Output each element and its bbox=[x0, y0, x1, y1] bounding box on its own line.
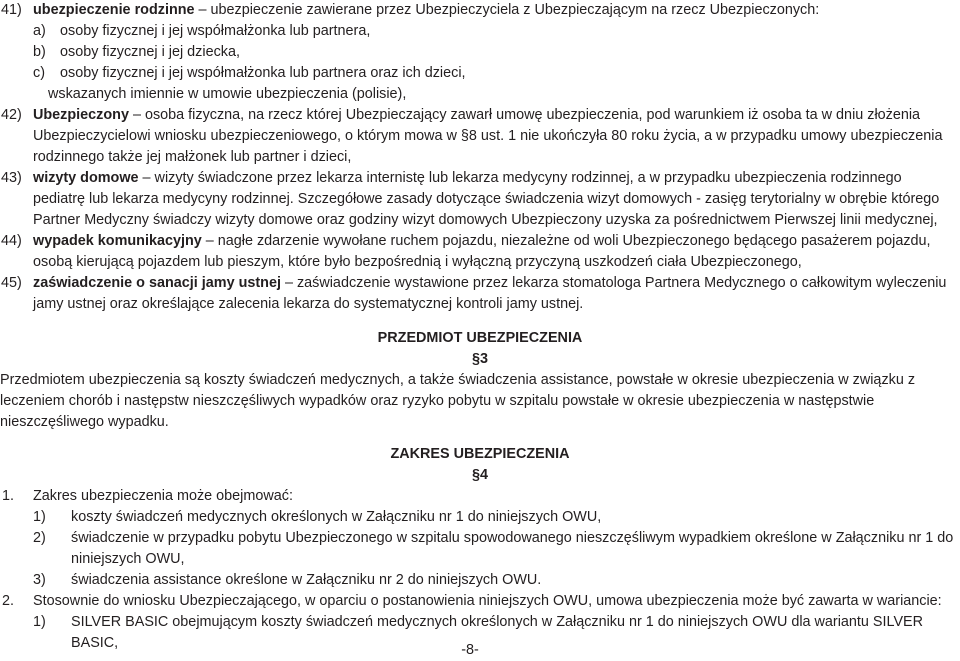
definition-term: wypadek komunikacyjny bbox=[33, 233, 202, 249]
definition-text: – zaświadczenie wystawione przez lekarza stomatologa Partnera Medycznego o całkowitym wyleczeniu jamy ustnej oraz określające zalecenia lekarza do systematycznej kontroli jamy ustnej. bbox=[33, 275, 947, 312]
sub-item-letter: a) bbox=[33, 23, 46, 39]
definition-43 bbox=[0, 168, 956, 231]
item-text: świadczenia assistance określone w Załączniku nr 2 do niniejszych OWU. bbox=[71, 572, 542, 588]
scope-item-1 bbox=[0, 486, 956, 507]
section-3-paragraph-mark: §3 bbox=[471, 351, 488, 367]
definition-number: 41) bbox=[1, 2, 22, 18]
item-text: Stosownie do wniosku Ubezpieczającego, w oparciu o postanowienia niniejszych OWU, umowa ubezpieczenia może być zawarta w wariancie: bbox=[33, 593, 942, 609]
definition-term: Ubezpieczony bbox=[33, 107, 129, 123]
definition-number: 43) bbox=[1, 170, 22, 186]
definition-41-a bbox=[0, 21, 956, 42]
item-number: 1) bbox=[33, 614, 46, 630]
item-number: 2) bbox=[33, 530, 46, 546]
section-3-title: PRZEDMIOT UBEZPIECZENIA bbox=[377, 330, 583, 346]
definition-term: zaświadczenie o sanacji jamy ustnej bbox=[33, 275, 281, 291]
item-number: 2. bbox=[2, 593, 15, 609]
sub-item-letter: c) bbox=[33, 65, 45, 81]
sub-item-text: osoby fizycznej i jej współmałżonka lub partnera oraz ich dzieci, bbox=[60, 65, 466, 81]
item-text: świadczenie w przypadku pobytu Ubezpieczonego w szpitalu spowodowanego nieszczęśliwym wypadkiem określone w Załączniku nr 1 do niniejszych OWU, bbox=[71, 530, 954, 567]
scope-subitem-1 bbox=[0, 507, 956, 528]
scope-subitem-3 bbox=[0, 570, 956, 591]
section-3-text: Przedmiotem ubezpieczenia są koszty świadczeń medycznych, a także świadczenia assistance, powstałe w okresie ubezpieczenia w związku z leczeniem chorób i następstw nieszczęśliwych wypadków oraz ryzyko pobytu w szpitalu powstałe w okresie ubezpieczenia w następstwie nieszczęśliwego wypadku. bbox=[0, 372, 916, 430]
definitions-list bbox=[0, 0, 956, 315]
item-text: koszty świadczeń medycznych określonych w Załączniku nr 1 do niniejszych OWU, bbox=[71, 509, 602, 525]
definition-45 bbox=[0, 273, 956, 315]
definition-text: – ubezpieczenie zawierane przez Ubezpieczyciela z Ubezpieczającym na rzecz Ubezpieczonych: bbox=[194, 2, 820, 18]
scope-item-2 bbox=[0, 591, 956, 612]
item-number: 1) bbox=[33, 509, 46, 525]
scope-subitem-2 bbox=[0, 528, 956, 570]
definition-term: wizyty domowe bbox=[33, 170, 139, 186]
definition-41-c bbox=[0, 63, 956, 84]
definition-44 bbox=[0, 231, 956, 273]
definition-41-b bbox=[0, 42, 956, 63]
section-4-paragraph-mark: §4 bbox=[471, 467, 488, 483]
item-number: 1. bbox=[2, 488, 15, 504]
sub-item-text: osoby fizycznej i jej dziecka, bbox=[60, 44, 240, 60]
item-number: 3) bbox=[33, 572, 46, 588]
sub-item-text: osoby fizycznej i jej współmałżonka lub partnera, bbox=[60, 23, 371, 39]
definition-number: 44) bbox=[1, 233, 22, 249]
definition-term: ubezpieczenie rodzinne bbox=[33, 2, 195, 18]
definition-number: 42) bbox=[1, 107, 22, 123]
definition-text: – nagłe zdarzenie wywołane ruchem pojazdu, niezależne od woli Ubezpieczonego będącego pasażerem pojazdu, osobą kierującą pojazdem lub pieszym, które było bezpośrednią i wyłączną przyczyną uszkodzeń ciała Ubezpieczonego, bbox=[33, 233, 931, 270]
section-4-title: ZAKRES UBEZPIECZENIA bbox=[390, 446, 570, 462]
definition-text: – wizyty świadczone przez lekarza internistę lub lekarza medycyny rodzinnej, a w przypadku ubezpieczenia rodzinnego pediatrę lub lekarza medycyny rodzinnej. Szczegółowe zasady dotyczące świadczenia wizyt domowych - zasięg terytorialny w obrębie którego Partner Medyczny świadczy wizyty domowe oraz godziny wizyt domowych Ubezpieczony uzyska za pośrednictwem Pierwszej linii medycznej, bbox=[33, 170, 940, 228]
definition-42 bbox=[0, 105, 956, 168]
definition-number: 45) bbox=[1, 275, 22, 291]
item-text: Zakres ubezpieczenia może obejmować: bbox=[33, 488, 293, 504]
sub-item-letter: b) bbox=[33, 44, 46, 60]
definition-text: – osoba fizyczna, na rzecz której Ubezpieczający zawarł umowę ubezpieczenia, pod warunkiem iż osoba ta w dniu złożenia Ubezpieczycielowi wniosku ubezpieczeniowego, o którym mowa w §8 ust. 1 nie ukończyła 80 roku życia, a w przypadku umowy ubezpieczenia rodzinnego także jej małżonek lub partner i dzieci, bbox=[33, 107, 943, 165]
page-number: -8- bbox=[461, 642, 479, 658]
item-text: SILVER BASIC obejmującym koszty świadczeń medycznych określonych w Załączniku nr 1 do niniejszych OWU dla wariantu SILVER BASIC, bbox=[71, 614, 924, 651]
definition-41 bbox=[0, 0, 956, 21]
definition-41-tail: wskazanych imiennie w umowie ubezpieczenia (polisie), bbox=[48, 86, 407, 102]
